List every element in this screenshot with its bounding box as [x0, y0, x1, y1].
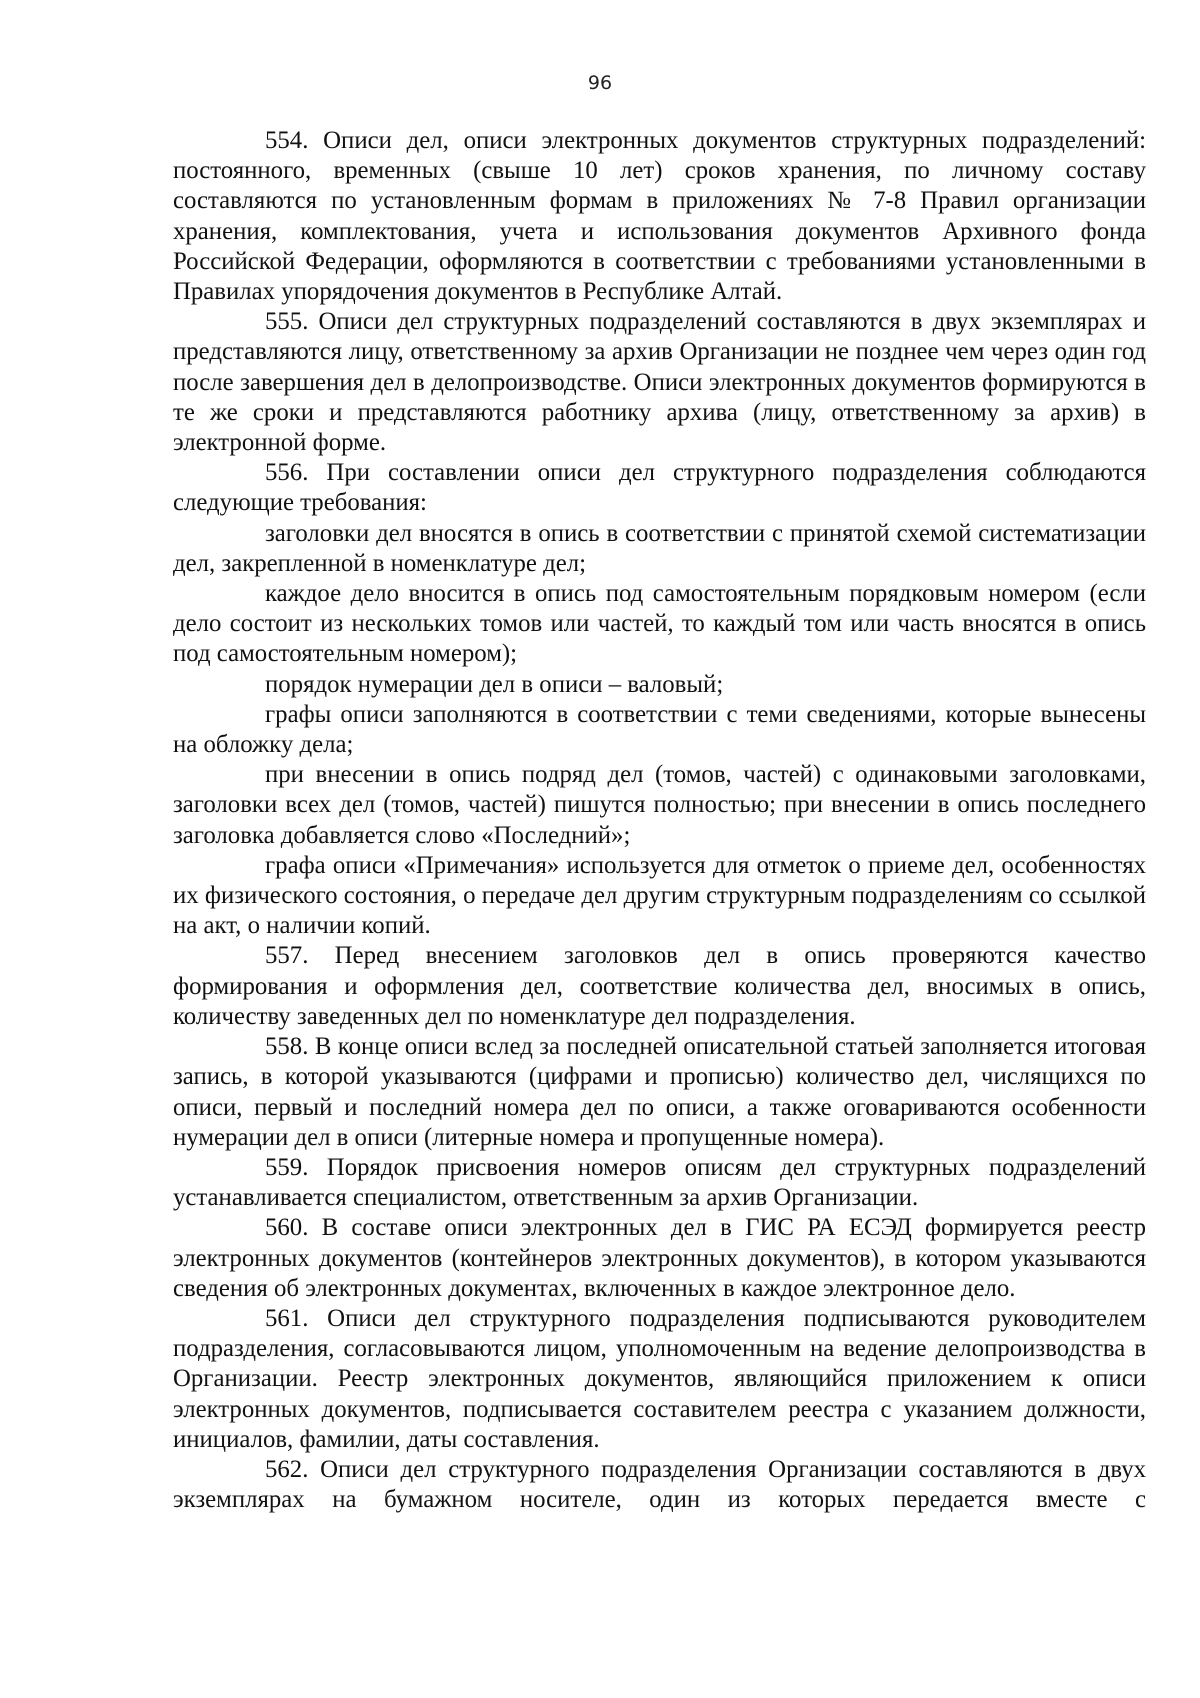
list-item-columns: графы описи заполняются в соответствии с теми сведениями, которые вынесены на обложку дела;	[173, 700, 1146, 759]
list-item-identical-headings: при внесении в опись подряд дел (томов, частей) с одинаковыми заголовками, заголовки всех дел (томов, частей) пишутся полностью; при внесении в опись последнего заголовка добавляется слово «Последний»;	[173, 761, 1146, 849]
paragraph-559: 559. Порядок присвоения номеров описям дел структурных подразделений устанавливается специалистом, ответственным за архив Организации.	[173, 1153, 1146, 1212]
paragraph-554: 554. Описи дел, описи электронных документов структурных подразделений: постоянного, временных (свыше 10 лет) сроков хранения, по личному составу составляются по установленным формам в приложениях № 7-8 Правил организации хранения, комплектования, учета и использования документов Архивного фонда Российской Федерации, оформляются в соответствии с требованиями установленными в Правилах упорядочения документов в Республике Алтай.	[173, 127, 1146, 306]
paragraph-560: 560. В составе описи электронных дел в ГИС РА ЕСЭД формируется реестр электронных документов (контейнеров электронных документов), в котором указываются сведения об электронных документах, включенных в каждое электронное дело.	[173, 1214, 1146, 1302]
list-item-notes-column: графа описи «Примечания» используется для отметок о приеме дел, особенностях их физического состояния, о передаче дел другим структурным подразделениям со ссылкой на акт, о наличии копий.	[173, 851, 1146, 940]
paragraph-557: 557. Перед внесением заголовков дел в опись проверяются качество формирования и оформления дел, соответствие количества дел, вносимых в опись, количеству заведенных дел по номенклатуре дел подразделения.	[173, 942, 1146, 1030]
list-item-numbering: каждое дело вносится в опись под самостоятельным порядковым номером (если дело состоит из нескольких томов или частей, то каждый том или часть вносятся в опись под самостоятельным номером);	[173, 580, 1146, 668]
paragraph-561: 561. Описи дел структурного подразделения подписываются руководителем подразделения, согласовываются лицом, уполномоченным на ведение делопроизводства в Организации. Реестр электронных документов, являющийся приложением к описи электронных документов, подписывается составителем реестра с указанием должности, инициалов, фамилии, даты составления.	[173, 1304, 1146, 1453]
document-text	[173, 126, 1146, 1515]
list-item-headings: заголовки дел вносятся в опись в соответствии с принятой схемой систематизации дел, закрепленной в номенклатуре дел;	[173, 519, 1146, 577]
paragraph-556: 556. При составлении описи дел структурного подразделения соблюдаются следующие требования:	[173, 459, 1146, 517]
page-number: 96	[587, 72, 613, 94]
paragraph-555: 555. Описи дел структурных подразделений составляются в двух экземплярах и представляются лицу, ответственному за архив Организации не позднее чем через один год после завершения дел в делопроизводстве. Описи электронных документов формируются в те же сроки и представляются работнику архива (лицу, ответственному за архив) в электронной форме.	[173, 308, 1146, 457]
paragraph-558: 558. В конце описи вслед за последней описательной статьей заполняется итоговая запись, в которой указываются (цифрами и прописью) количество дел, числящихся по описи, первый и последний номера дел по описи, а также оговариваются особенности нумерации дел в описи (литерные номера и пропущенные номера).	[173, 1033, 1146, 1151]
paragraph-562: 562. Описи дел структурного подразделения Организации составляются в двух экземплярах на бумажном носителе, один из которых передается вместе с	[173, 1455, 1146, 1514]
list-item-order: порядок нумерации дел в описи – валовый;	[265, 670, 724, 698]
